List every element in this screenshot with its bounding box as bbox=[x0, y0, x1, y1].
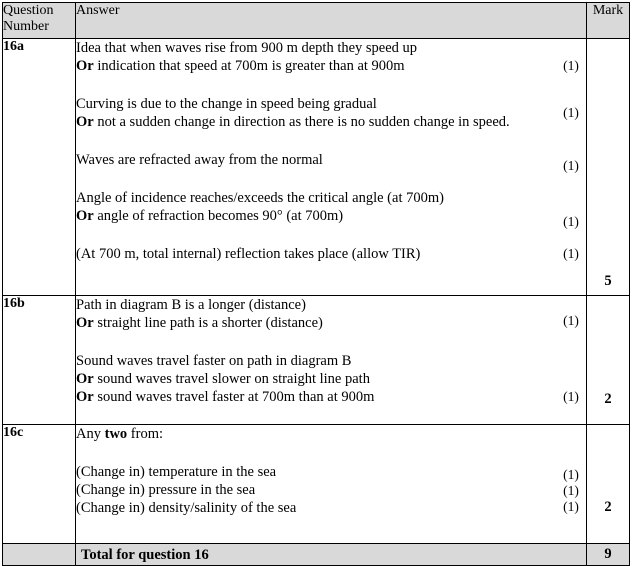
point-mark: (1) bbox=[563, 499, 579, 514]
point-mark: (1) bbox=[563, 105, 579, 120]
intro-text: Any bbox=[76, 426, 101, 442]
point-mark: (1) bbox=[563, 158, 579, 173]
header-mark: Mark bbox=[587, 3, 630, 39]
answer-point bbox=[76, 95, 586, 131]
answer-text: (Change in) temperature in the sea bbox=[76, 464, 277, 480]
answer-alternative bbox=[76, 57, 548, 75]
answer-alternative bbox=[76, 388, 548, 406]
total-mark: 9 bbox=[587, 544, 630, 566]
answer-text: sound waves travel slower on straight line path bbox=[97, 371, 370, 387]
or-label: Or bbox=[76, 58, 94, 74]
total-row bbox=[3, 544, 630, 566]
answer-text: Curving is due to the change in speed being gradual bbox=[76, 96, 377, 112]
answer-point bbox=[76, 352, 586, 406]
answer-text: straight line path is a shorter (distance) bbox=[97, 315, 323, 331]
question-total-mark: 2 bbox=[587, 296, 630, 425]
header-row bbox=[3, 3, 630, 39]
answer-text: Sound waves travel faster on path in diagram B bbox=[76, 353, 352, 369]
or-label: Or bbox=[76, 114, 94, 130]
question-total-mark: 5 bbox=[587, 39, 630, 296]
answer-alternative bbox=[76, 370, 548, 388]
total-label: Total for question 16 bbox=[76, 544, 587, 566]
point-mark: (1) bbox=[563, 483, 579, 498]
mark-scheme-table bbox=[2, 2, 630, 566]
answer-text: Idea that when waves rise from 900 m depth they speed up bbox=[76, 40, 418, 56]
question-total-mark: 2 bbox=[587, 425, 630, 544]
answer-point bbox=[76, 39, 586, 75]
question-number: 16c bbox=[3, 425, 76, 544]
total-row-blank bbox=[3, 544, 76, 566]
point-mark: (1) bbox=[563, 467, 579, 482]
or-label: Or bbox=[76, 208, 94, 224]
answer-cell bbox=[76, 296, 587, 425]
answer-text: not a sudden change in direction as there is no sudden change in speed. bbox=[97, 114, 510, 130]
point-mark: (1) bbox=[563, 389, 579, 404]
answer-text: (Change in) pressure in the sea bbox=[76, 482, 256, 498]
point-mark: (1) bbox=[563, 246, 579, 261]
answer-cell bbox=[76, 39, 587, 296]
point-marks bbox=[556, 467, 586, 515]
answer-alternative bbox=[76, 113, 548, 131]
answer-text: Path in diagram B is a longer (distance) bbox=[76, 297, 306, 313]
answer-text: angle of refraction becomes 90° (at 700m) bbox=[97, 208, 344, 224]
answer-point-list bbox=[76, 463, 586, 517]
point-mark: (1) bbox=[563, 58, 579, 73]
question-row-16b bbox=[3, 296, 630, 425]
answer-text: sound waves travel faster at 700m than at 900m bbox=[97, 389, 375, 405]
question-number: 16a bbox=[3, 39, 76, 296]
intro-text: from: bbox=[130, 426, 164, 442]
answer-cell bbox=[76, 425, 587, 544]
question-row-16a bbox=[3, 39, 630, 296]
answer-alternative bbox=[76, 207, 548, 225]
question-row-16c bbox=[3, 425, 630, 544]
answer-point bbox=[76, 151, 586, 173]
answer-intro bbox=[76, 425, 586, 443]
answer-text: (At 700 m, total internal) reflection takes place (allow TIR) bbox=[76, 246, 421, 262]
answer-text: indication that speed at 700m is greater than at 900m bbox=[97, 58, 405, 74]
question-number: 16b bbox=[3, 296, 76, 425]
header-question-number: Question Number bbox=[3, 3, 76, 39]
or-label: Or bbox=[76, 371, 94, 387]
point-mark: (1) bbox=[563, 214, 579, 229]
answer-text: Angle of incidence reaches/exceeds the critical angle (at 700m) bbox=[76, 190, 444, 206]
answer-point bbox=[76, 296, 586, 332]
answer-text: (Change in) density/salinity of the sea bbox=[76, 500, 297, 516]
or-label: Or bbox=[76, 315, 94, 331]
point-mark: (1) bbox=[563, 313, 579, 328]
or-label: Or bbox=[76, 389, 94, 405]
intro-emphasis: two bbox=[104, 426, 128, 442]
answer-alternative bbox=[76, 314, 548, 332]
answer-point bbox=[76, 245, 586, 263]
answer-point bbox=[76, 189, 586, 229]
header-answer: Answer bbox=[76, 3, 587, 39]
answer-text: Waves are refracted away from the normal bbox=[76, 152, 323, 168]
